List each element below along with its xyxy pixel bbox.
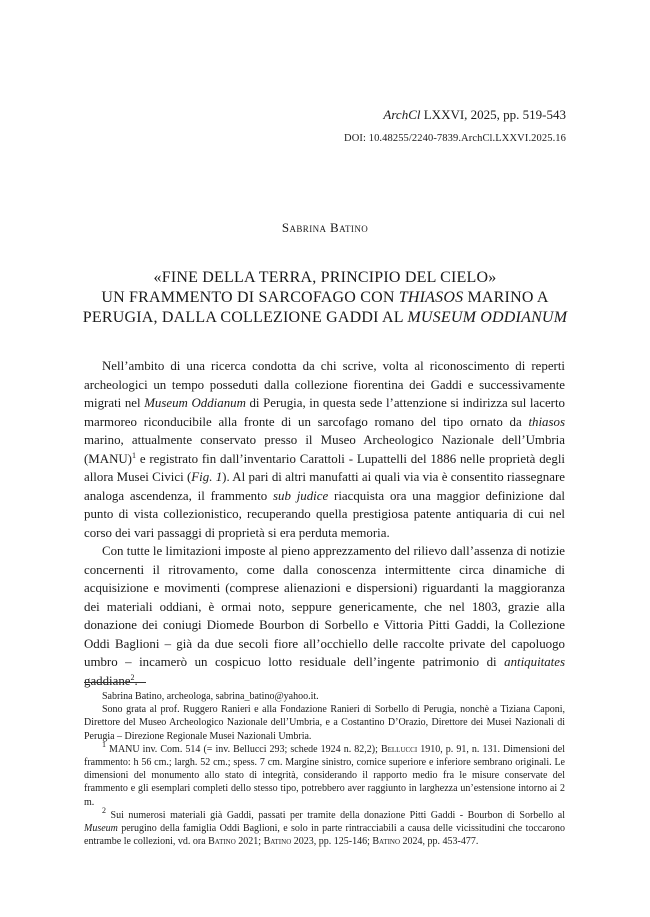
citation-author: Batino [263, 836, 292, 848]
title-italic: THIASOS [398, 289, 464, 306]
title-line-1: «FINE DELLA TERRA, PRINCIPIO DEL CIELO» [153, 269, 497, 286]
italic-run: antiquitates [504, 655, 565, 669]
text-run: 2023, pp. 125-146; [291, 836, 373, 848]
text-run: riacquista ora una maggior definizione dal punto di vista collezionistico, recuperando quella prestigiosa patente antiquaria di cui nel corso dei vari passaggi di proprietà si era perduta memoria. [84, 488, 565, 540]
footnote-number: 1 [102, 739, 106, 749]
footnote-number: 2 [102, 805, 106, 815]
journal-volume-pages: LXXVI, 2025, pp. 519-543 [420, 107, 566, 122]
title-text: UN FRAMMENTO DI SARCOFAGO CON [101, 289, 399, 306]
text-run: marino, attualmente conservato presso il Museo Archeologico Nazionale dell’Umbria (MANU) [84, 433, 565, 466]
text-run: 2024, pp. 453-477. [400, 836, 479, 848]
title-text: MARINO A [463, 289, 549, 306]
footnote-1 [84, 739, 565, 809]
author-name: Sabrina Batino [281, 220, 369, 235]
italic-run: Museum [84, 823, 118, 835]
footnote-2 [84, 805, 565, 849]
doi: DOI: 10.48255/2240-7839.ArchCl.LXXVI.2025.16 [344, 133, 566, 144]
footnote-ref-1[interactable]: 1 [131, 450, 136, 460]
author-affiliation-note: Sabrina Batino, archeologa, sabrina_batino@yahoo.it. [102, 691, 319, 702]
citation-author: Batino [372, 836, 401, 848]
body-text [84, 357, 565, 690]
text-run: di Perugia, in questa sede l’attenzione si indirizza sul lacerto marmoreo riconducibile alla fronte di un sarcofago romano del tipo ornato da [84, 396, 565, 429]
title-italic: MUSEUM ODDIANUM [407, 309, 568, 326]
citation-author: Bellucci [380, 743, 418, 755]
citation-author: Batino [208, 836, 236, 848]
italic-run: thiasos [528, 414, 565, 429]
text-run: Nell’ambito di una ricerca condotta da chi scrive, volta al riconoscimento di reperti archeologici un tempo posseduti dalla collezione fiorentina dei Gaddi e successivamente migrati nel [84, 359, 565, 410]
text-run: Con tutte le limitazioni imposte al pieno apprezzamento del rilievo dall’assenza di notizie concernenti il ritrovamento, come dalla conoscenza intermittente circa dinamiche di acquisizione e movimenti (comprese alienazioni e dispersioni) riguardanti la maggioranza dei materiali oddiani, è ormai noto, seppure genericamente, che nel 1803, grazie alla donazione dei coniugi Diomede Bourbon di Sorbello e Vittoria Pitti Gaddi, la Collezione Oddi Baglioni – già da due secoli fiore all’occhiello delle raccolte private del capoluogo umbro – incamerò un cospicuo lotto residuale dell’ingente patrimonio di [84, 544, 565, 669]
journal-abbreviation: ArchCl [383, 107, 421, 122]
title-line-2 [40, 288, 610, 308]
title-line-3 [40, 308, 610, 328]
text-run: Sui numerosi materiali già Gaddi, passati per tramite della donazione Pitti Gaddi - Bourbon di Sorbello al [106, 809, 565, 821]
article-title [40, 268, 610, 328]
italic-run: Museum Oddianum [144, 396, 246, 410]
text-run: e registrato fin dall’inventario Carattoli - Lupattelli del 1886 nelle proprietà degli allora Musei Civici ( [84, 451, 565, 484]
footnotes [84, 690, 565, 848]
figure-reference: Fig. 1 [191, 470, 223, 484]
acknowledgements-note: Sono grata al prof. Ruggero Ranieri e alla Fondazione Ranieri di Sorbello di Perugia, nonchè a Tiziana Caponi, Direttore del Museo Archeologico Nazionale dell’Umbria, e a Costantino D’Orazio, Direttore dei Musei Nazionali di Perugia – Direzione Regionale Musei Nazionali Umbria. [84, 704, 565, 742]
footnote-separator [84, 682, 146, 683]
text-run: perugino della famiglia Oddi Baglioni, e solo in parte rintracciabili a causa delle vicissitudini che toccarono entrambe le collezioni, vd. ora [84, 823, 565, 848]
text-run: 1910, p. 91, n. 131. Dimensioni del frammento: h 56 cm.; largh. 52 cm.; spess. 7 cm. Margine sinistro, cornice superiore e inferiore sembrano originali. Le dimensioni del monumento allo stato di integrità, considerando il rapporto medio fra le misure conservate del frammento e gli esemplari completi dello stesso tipo, potrebbero aver raggiunto in larghezza un’estensione intorno ai 2 m. [84, 743, 565, 808]
paragraph-2 [84, 542, 565, 690]
text-run: gaddiane [84, 673, 131, 688]
journal-citation [383, 107, 566, 123]
text-run: MANU inv. Com. 514 (= inv. Bellucci 293; schede 1924 n. 82,2); [106, 743, 381, 755]
italic-run: sub judice [272, 488, 329, 503]
title-text: PERUGIA, DALLA COLLEZIONE GADDI AL [82, 309, 408, 326]
text-run: . [134, 673, 138, 688]
text-run: 2021; [235, 836, 264, 848]
footnote-ref-2[interactable]: 2 [130, 672, 135, 682]
text-run: ). Al pari di altri manufatti ai quali via via è consentito riassegnare analoga ascendenza, il frammento [84, 470, 565, 503]
paragraph-1 [84, 357, 565, 542]
